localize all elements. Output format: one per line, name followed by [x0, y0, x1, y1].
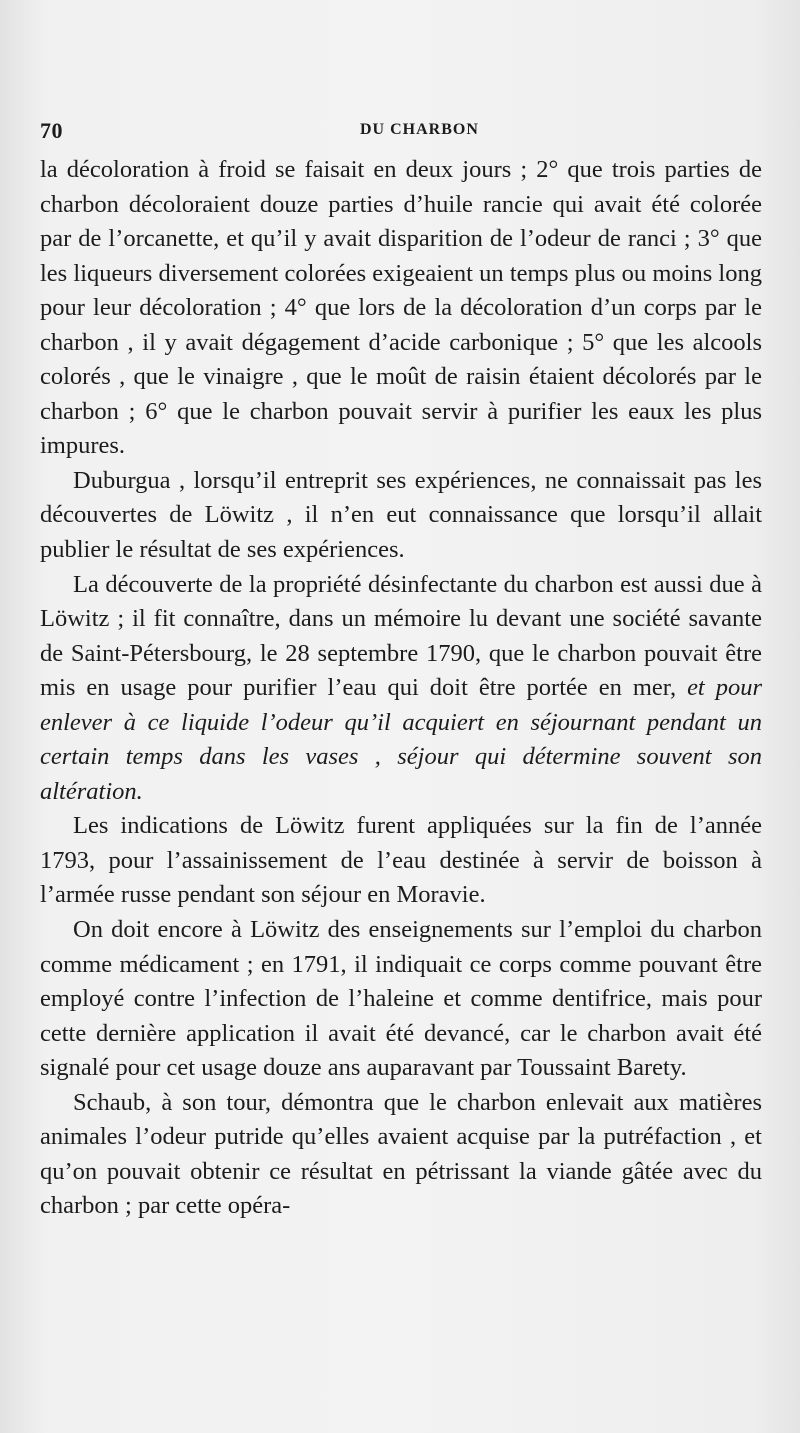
paragraph-medicament [40, 913, 762, 1086]
page-header [40, 118, 760, 148]
paragraph-indications [40, 809, 762, 913]
paragraph-text: Les indications de Löwitz furent appliquées sur la fin de l’année 1793, pour l’assainissement de l’eau destinée à servir de boisson à l’armée russe pendant son séjour en Moravie. [40, 812, 762, 909]
paragraph-schaub [40, 1086, 762, 1224]
paragraph-italic-text: et pour enlever à ce liquide l’odeur qu’il acquiert en séjournant pendant un certain temps dans les vases , séjour qui détermine souvent son altération. [40, 674, 763, 805]
paragraph-text: Schaub, à son tour, démontra que le charbon enlevait aux matières animales l’odeur putride qu’elles avaient acquise par la putréfaction , et qu’on pouvait obtenir ce résultat en pétrissant la viande gâtée avec du charbon ; par cette opéra- [40, 1088, 762, 1220]
paragraph-text: Duburgua , lorsqu’il entreprit ses expériences, ne connaissait pas les découvertes de Löwitz , il n’en eut connaissance que lorsqu’il allait publier le résultat de ses expériences. [40, 466, 762, 564]
paragraph-text: On doit encore à Löwitz des enseignements sur l’emploi du charbon comme médicament ; en 1791, il indiquait ce corps comme pouvant être employé contre l’infection de l’haleine et comme dentifrice, mais pour cette dernière application il avait été devancé, car le charbon avait été signalé pour cet usage douze ans auparavant par Toussaint Barety. [40, 916, 762, 1082]
paragraph-text: La découverte de la propriété désinfectante du charbon est aussi due à Löwitz ; il fit connaître, dans un mémoire lu devant une société savante de Saint-Pétersbourg, le 28 septembre 1790, que le charbon pouvait être mis en usage pour purifier l’eau qui doit être portée en mer, [40, 570, 762, 702]
running-head: DU CHARBON [360, 121, 479, 138]
page-number: 70 [40, 118, 63, 143]
paragraph-text: la décoloration à froid se faisait en deux jours ; 2° que trois parties de charbon décoloraient douze parties d’huile rancie qui avait été colorée par de l’orcanette, et qu’il y avait disparition de l’odeur de ranci ; 3° que les liqueurs diversement colorées exigeaient un temps plus ou moins long pour leur décoloration ; 4° que lors de la décoloration d’un corps par le charbon , il y avait dégagement d’acide carbonique ; 5° que les alcools colorés , que le vinaigre , que le moût de raisin étaient décolorés par le charbon ; 6° que le charbon pouvait servir à purifier les eaux les plus impures. [40, 156, 762, 460]
paragraph-continuation [40, 153, 762, 464]
body-text [40, 153, 762, 1224]
paragraph-duburgua [40, 464, 762, 568]
paragraph-decouverte [40, 568, 762, 810]
